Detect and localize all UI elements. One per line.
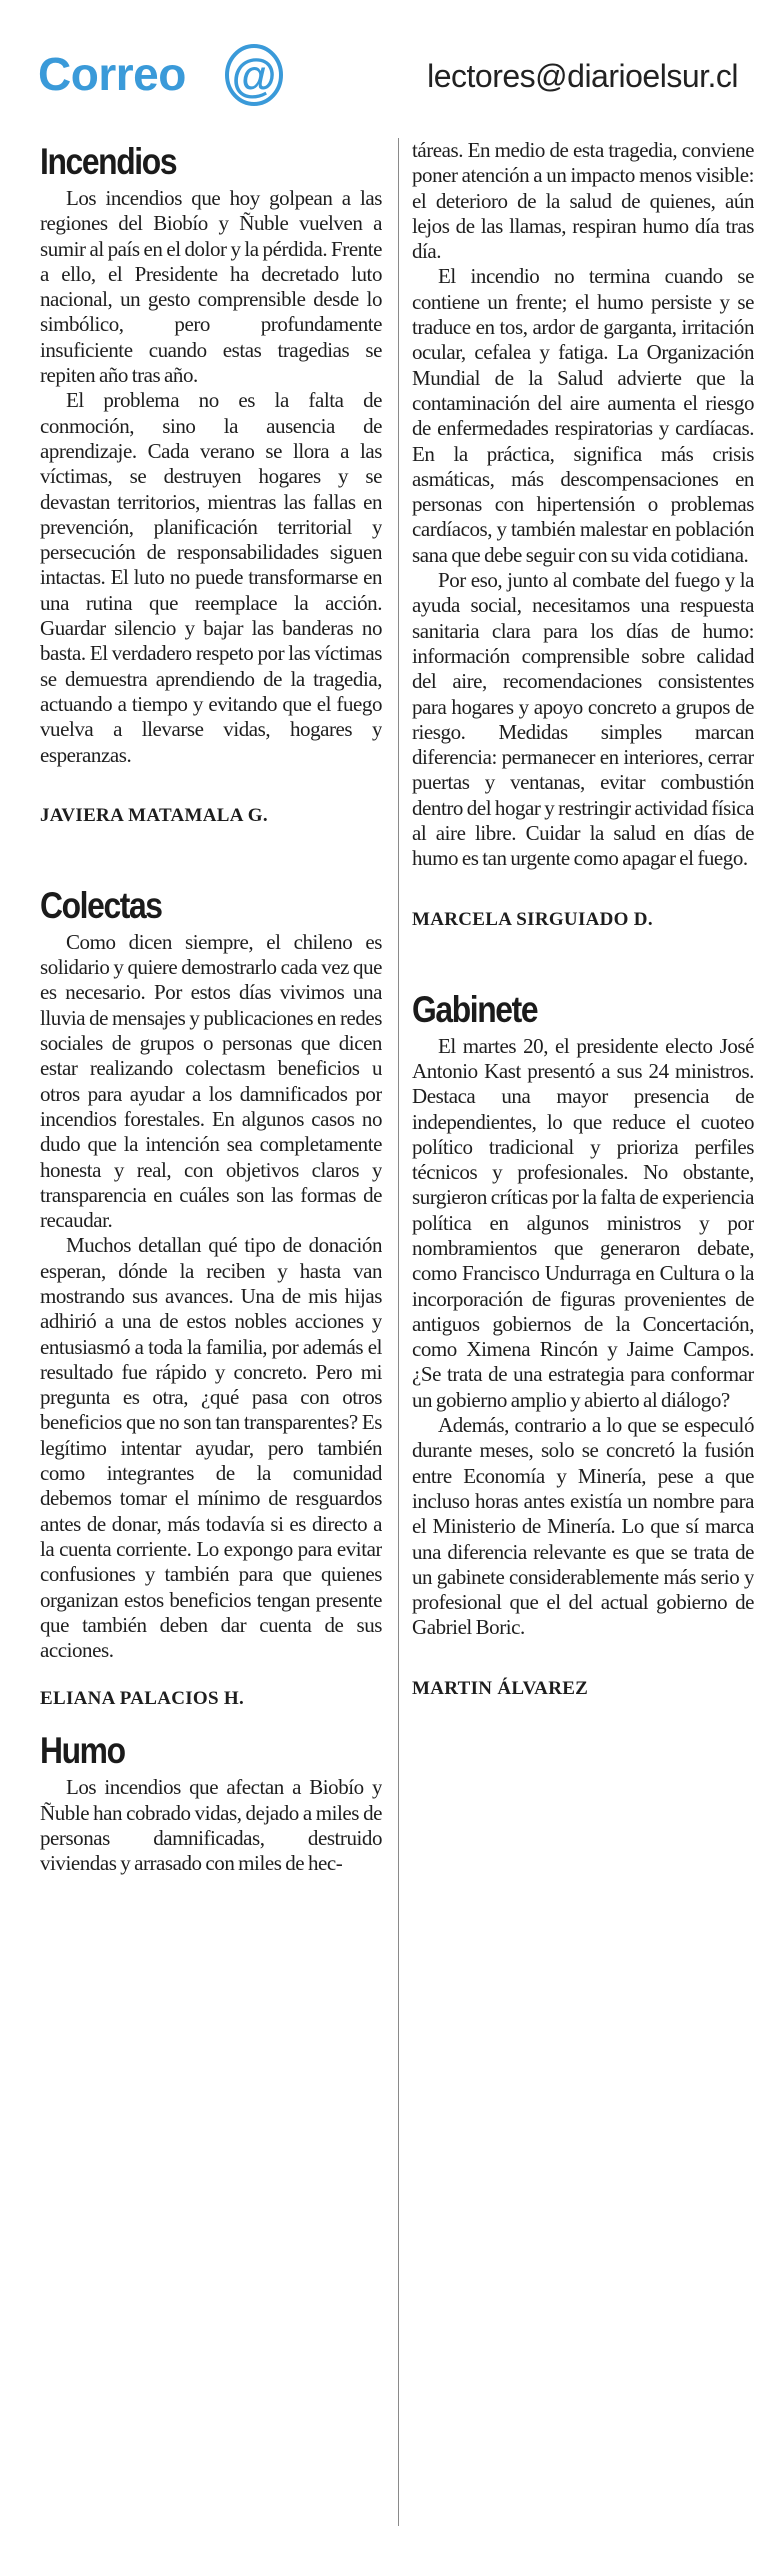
letter-signature: MARTIN ÁLVAREZ	[412, 1677, 589, 1699]
contact-email[interactable]: lectores@diarioelsur.cl	[427, 58, 738, 94]
letter-paragraph: Como dicen siempre, el chileno es solidario y quiere demostrarlo cada vez que es necesario. Por estos días vivimos una lluvia de mensajes y publicaciones en redes sociales de grupos o personas que dicen estar realizando colectasm beneficios u otros para ayudar a los damnificados por incendios forestales. En algunos casos no dudo que la intención sea completamente honesta y real, con objetivos claros y transparencia en cuáles son las formas de recaudar.	[40, 929, 382, 1233]
letter-paragraph: Los incendios que hoy golpean a las regiones del Biobío y Ñuble vuelven a sumir al país en el dolor y la pérdida. Frente a ello, el Presidente ha decretado luto nacional, un gesto comprensible desde lo simbólico, pero profundamente insuficiente cuando estas tragedias se repiten año tras año.	[40, 186, 382, 388]
letter-paragraph: Por eso, junto al combate del fuego y la ayuda social, necesitamos una respuesta sanitaria clara para los días de humo: información comprensible sobre calidad del aire, recomendaciones consistentes para hogares y apoyo concreto a grupos de riesgo. Medidas simples marcan diferencia: permanecer en interiores, cerrar puertas y ventanas, evitar combustión dentro del hogar y restringir actividad física al aire libre. Cuidar la salud en días de humo es tan urgente como apagar el fuego.	[412, 568, 754, 871]
letter-paragraph: El incendio no termina cuando se contiene un frente; el humo persiste y se traduce en tos, ardor de garganta, irritación ocular, cefalea y fatiga. La Organización Mundial de la Salud advierte que la contaminación del aire aumenta el riesgo de enfermedades respiratorias y cardíacas. En la práctica, significa más crisis asmáticas, más descompensaciones en personas con hipertensión o problemas cardíacos, y también malestar en población sana que debe seguir con su vida cotidiana.	[412, 264, 754, 567]
section-header	[38, 44, 738, 114]
letter-paragraph: Además, contrario a lo que se especuló durante meses, solo se concretó la fusión entre Economía y Minería, pese a que incluso horas antes existía un nombre para el Ministerio de Minería. Lo que sí marca una diferencia relevante es que se trata de un gabinete considerablemente más serio y profesional que el del actual gobierno de Gabriel Boric.	[412, 1413, 754, 1640]
letter-gabinete	[412, 988, 754, 1701]
letter-colectas	[40, 884, 382, 1712]
letter-title: Gabinete	[412, 988, 538, 1030]
letter-title: Humo	[40, 1730, 125, 1772]
letter-signature: JAVIERA MATAMALA G.	[40, 804, 268, 826]
letter-paragraph: táreas. En medio de esta tragedia, conviene poner atención a un impacto menos visible: el deterioro de la salud de quienes, aún lejos de las llamas, respiran humo día tras día.	[412, 138, 754, 264]
at-symbol: @	[231, 49, 277, 101]
left-column	[40, 140, 382, 2530]
letter-incendios	[40, 140, 382, 828]
right-column	[412, 138, 754, 2528]
letter-paragraph: Los incendios que afectan a Biobío y Ñuble han cobrado vidas, dejado a miles de personas damnificadas, destruido viviendas y arrasado con miles de hec-	[40, 1775, 382, 1876]
at-sign-icon	[224, 44, 284, 106]
letter-title: Incendios	[40, 141, 177, 182]
column-divider	[398, 138, 399, 2526]
letter-paragraph: El martes 20, el presidente electo José Antonio Kast presentó a sus 24 ministros. Destaca una mayor presencia de independientes, lo que reduce el cuoteo político tradicional y prioriza perfiles técnicos y profesionales. No obstante, surgieron críticas por la falta de experiencia política en algunos ministros y por nombramientos que generaron debate, como Francisco Undurraga en Cultura o la incorporación de figuras provenientes de antiguos gobiernos de la Concertación, como Ximena Rincón y Jaime Campos. ¿Se trata de una estrategia para conformar un gobierno amplio y abierto al diálogo?	[412, 1033, 754, 1412]
letter-humo-continued	[412, 138, 754, 932]
letter-title: Colectas	[40, 884, 162, 926]
letter-signature: ELIANA PALACIOS H.	[40, 1688, 245, 1710]
letter-paragraph: El problema no es la falta de conmoción, sino la ausencia de aprendizaje. Cada verano se llora a las víctimas, se destruyen hogares y se devastan territorios, mientras las fallas en prevención, planificación territorial y persecución de responsabilidades siguen intactas. El luto no puede transformarse en una rutina que reemplace la acción. Guardar silencio y bajar las banderas no basta. El verdadero respeto por las víctimas se demuestra aprendiendo de la tragedia, actuando a tiempo y evitando que el fuego vuelva a llevarse vidas, hogares y esperanzas.	[40, 388, 382, 767]
letter-humo	[40, 1729, 382, 1876]
letter-paragraph: Muchos detallan qué tipo de donación esperan, dónde la reciben y hasta van mostrando sus avances. Una de mis hijas adhirió a una de estos nobles acciones y entusiasmó a toda la familia, por además el resultado fue rápido y concreto. Pero mi pregunta es otra, ¿qué pasa con otros beneficios que no son tan transparentes? Es legítimo intentar ayudar, pero también como integrantes de la comunidad debemos tomar el mínimo de resguardos antes de donar, más todavía si es directo a la cuenta corriente. Lo expongo para evitar confusiones y también para que quienes organizan estos beneficios tengan presente que también deben dar cuenta de sus acciones.	[40, 1233, 382, 1663]
section-title: Correo	[38, 48, 186, 100]
letter-signature: MARCELA SIRGUIADO D.	[412, 908, 653, 930]
